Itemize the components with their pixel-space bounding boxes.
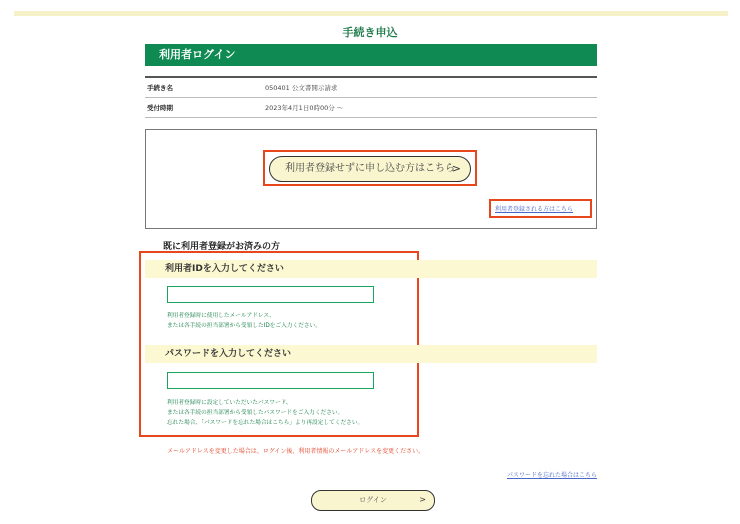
chevron-right-icon: > bbox=[419, 495, 426, 504]
apply-without-registration-label: 利用者登録せずに申し込む方はこちら bbox=[285, 163, 455, 174]
existing-user-heading: 既に利用者登録がお済みの方 bbox=[163, 242, 281, 252]
procedure-name-value: 050401 公文書開示請求 bbox=[265, 77, 597, 98]
register-user-link[interactable]: 利用者登録される方はこちら bbox=[495, 206, 574, 213]
chevron-right-icon: > bbox=[451, 162, 461, 175]
login-button-label: ログイン bbox=[359, 496, 387, 504]
table-row bbox=[145, 77, 597, 98]
login-section-header: 利用者ログイン bbox=[145, 44, 597, 66]
password-hint: 利用者登録時に設定していただいたパスワード、 または各手続の担当部署から受領したパスワードをご入力ください。 忘れた場合、「パスワードを忘れた場合はこちら」より再設定してください。 bbox=[167, 400, 364, 426]
forgot-password-link[interactable]: パスワードを忘れた場合はこちら bbox=[506, 472, 597, 479]
reception-period-label: 受付時期 bbox=[145, 98, 265, 118]
procedure-name-label: 手続き名 bbox=[145, 77, 265, 98]
password-input[interactable] bbox=[167, 372, 374, 389]
reception-period-value: 2023年4月1日0時00分 ～ bbox=[265, 98, 597, 118]
email-change-notice: メールアドレスを変更した場合は、ログイン後、利用者情報のメールアドレスを変更ください。 bbox=[167, 448, 425, 455]
user-id-input[interactable] bbox=[167, 286, 374, 303]
top-banner-strip bbox=[14, 11, 728, 16]
password-section-title: パスワードを入力してください bbox=[145, 345, 597, 363]
table-row bbox=[145, 98, 597, 118]
user-id-section-title: 利用者IDを入力してください bbox=[145, 260, 597, 278]
login-button[interactable] bbox=[311, 490, 435, 511]
procedure-info-table bbox=[145, 76, 597, 118]
page-title: 手続き申込 bbox=[342, 26, 398, 39]
apply-without-registration-button[interactable] bbox=[269, 156, 471, 182]
user-id-hint: 利用者登録時に使用したメールアドレス、 または各手続の担当部署から受領したIDをご入力ください。 bbox=[167, 313, 321, 329]
